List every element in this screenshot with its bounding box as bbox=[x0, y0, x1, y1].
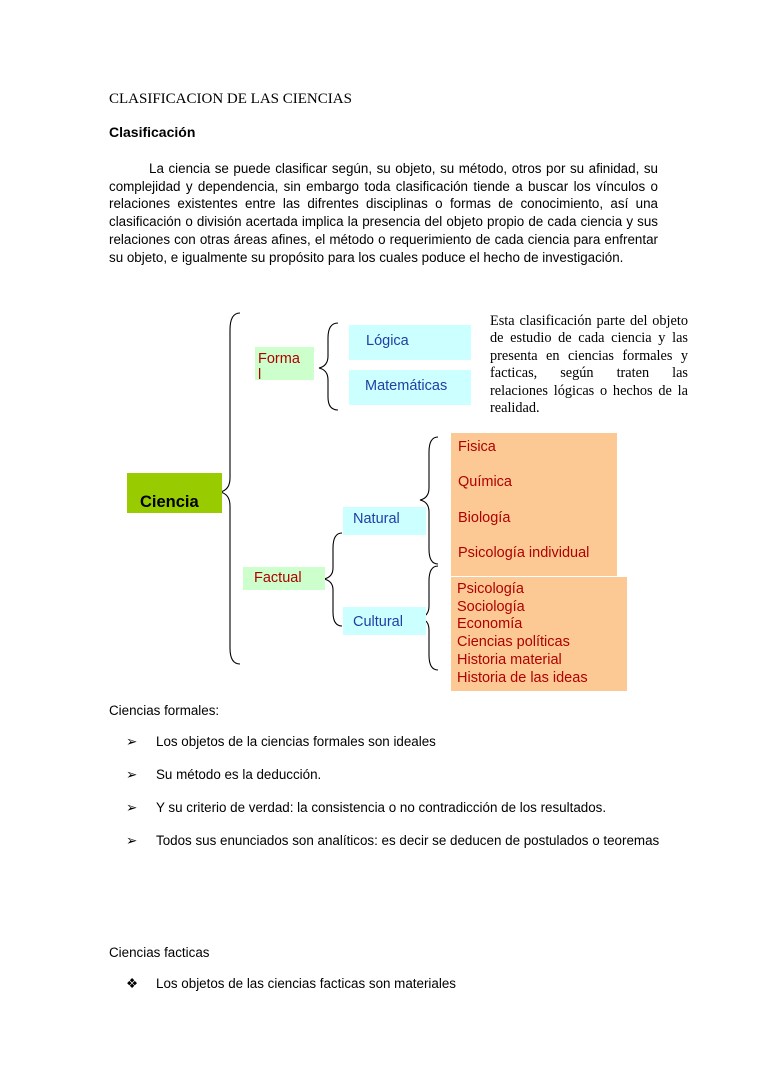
brace-formal bbox=[319, 323, 338, 410]
facticas-heading: Ciencias facticas bbox=[109, 945, 210, 960]
arrowhead-bullet-icon: ➢ bbox=[126, 767, 138, 782]
branch-box-factual: Factual bbox=[243, 567, 325, 590]
brace-factual bbox=[324, 533, 342, 626]
list-item: ➢ Todos sus enunciados son analíticos: es decir se deducen de postulados o teoremas bbox=[126, 833, 660, 848]
brace-natural bbox=[420, 437, 438, 564]
list-item: Historia de las ideas bbox=[457, 669, 588, 686]
natural-sciences-list bbox=[451, 433, 617, 576]
sub-box-cultural: Cultural bbox=[343, 607, 426, 635]
list-item: ➢ Su método es la deducción. bbox=[126, 767, 322, 782]
branch-box-formal bbox=[255, 347, 314, 380]
section-subtitle: Clasificación bbox=[109, 124, 196, 140]
list-item: Fisica bbox=[458, 439, 496, 455]
arrowhead-bullet-icon: ➢ bbox=[126, 800, 138, 815]
arrowhead-bullet-icon: ➢ bbox=[126, 833, 138, 848]
formales-heading: Ciencias formales: bbox=[109, 703, 220, 718]
list-item: Química bbox=[458, 474, 512, 490]
list-item: ❖ Los objetos de las ciencias facticas son materiales bbox=[126, 976, 456, 991]
formal-label: Forma bbox=[258, 351, 300, 367]
sub-box-natural: Natural bbox=[343, 507, 426, 535]
list-item: Psicología individual bbox=[458, 545, 590, 561]
brace-ciencia bbox=[220, 313, 240, 664]
root-box-ciencia: Ciencia bbox=[127, 473, 222, 513]
list-item: ➢ Los objetos de la ciencias formales son ideales bbox=[126, 734, 436, 749]
list-item: Sociología bbox=[457, 598, 525, 615]
list-item: Economía bbox=[457, 616, 523, 633]
arrowhead-bullet-icon: ➢ bbox=[126, 734, 138, 749]
list-item: ➢ Y su criterio de verdad: la consistencia o no contradicción de los resultados. bbox=[126, 800, 607, 815]
intro-paragraph: La ciencia se puede clasificar según, su objeto, su método, otros por su afinidad, su complejidad y dependencia, sin embargo toda clasificación tiende a buscar los vínculos o relaciones existentes entre las difrentes disciplinas o formas de conocimiento, así una clasificación o división acertada implica la presencia del objeto propio de cada ciencia y sus relaciones con otras áreas afines, el método o requerimiento de cada ciencia para enfrentar su objeto, e igualmente su propósito para los cuales poduce el hecho de investigación. bbox=[109, 161, 658, 265]
sub-box-matematicas: Matemáticas bbox=[349, 370, 471, 405]
sub-box-logica: Lógica bbox=[349, 325, 471, 360]
formal-label-overflow: l bbox=[258, 367, 262, 380]
list-item: Ciencias políticas bbox=[457, 634, 570, 651]
list-item: Biología bbox=[458, 510, 511, 526]
diamond-bullet-icon: ❖ bbox=[126, 976, 139, 991]
list-item: Psicología bbox=[457, 581, 524, 597]
cultural-sciences-list bbox=[451, 577, 627, 691]
diagram-side-note: Esta clasificación parte del objeto de estudio de cada ciencia y las presenta en ciencias formales y facticas, según traten las relaciones lógicas o hechos de la realidad. bbox=[490, 313, 688, 417]
document-title: CLASIFICACION DE LAS CIENCIAS bbox=[109, 91, 352, 107]
list-item: Historia material bbox=[457, 651, 562, 668]
